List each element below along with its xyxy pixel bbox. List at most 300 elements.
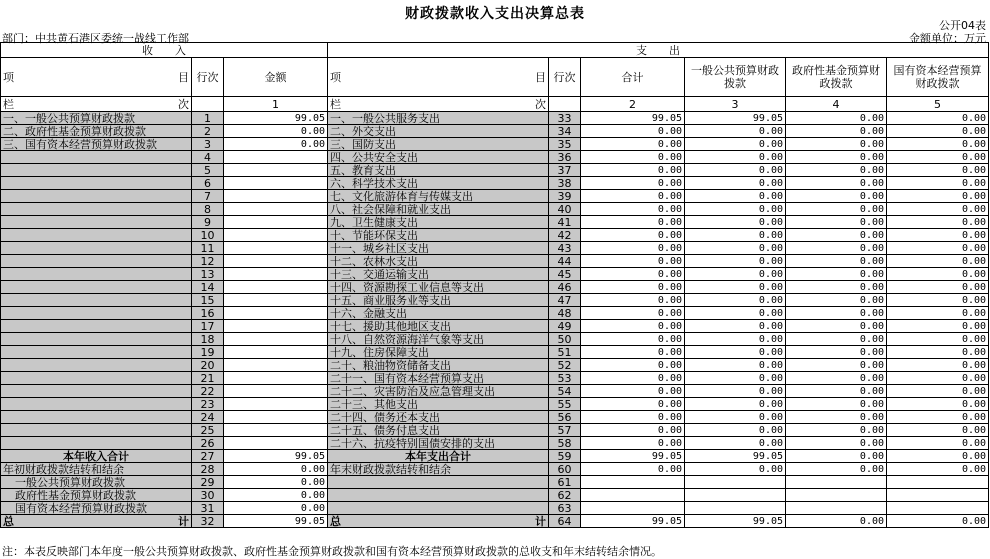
amount-header: 金额 — [224, 58, 328, 97]
income-item — [1, 320, 192, 333]
income-amount — [224, 229, 328, 242]
expense-row-number: 57 — [549, 424, 581, 437]
expense-gov-fund — [786, 502, 887, 515]
expense-general-budget: 0.00 — [685, 346, 786, 359]
income-row-number: 27 — [192, 450, 224, 463]
expense-state-capital — [887, 489, 989, 502]
expense-total: 0.00 — [581, 268, 685, 281]
expense-gov-fund: 0.00 — [786, 320, 887, 333]
expense-state-capital: 0.00 — [887, 125, 989, 138]
income-item — [1, 216, 192, 229]
income-row-number: 16 — [192, 307, 224, 320]
table-row — [1, 463, 989, 476]
income-amount — [224, 437, 328, 450]
income-amount — [224, 346, 328, 359]
income-item — [1, 229, 192, 242]
income-row-number: 20 — [192, 359, 224, 372]
income-row-number: 23 — [192, 398, 224, 411]
expense-general-budget: 99.05 — [685, 450, 786, 463]
expense-state-capital: 0.00 — [887, 112, 989, 125]
table-row — [1, 164, 989, 177]
expense-total: 0.00 — [581, 424, 685, 437]
table-row — [1, 190, 989, 203]
income-item — [1, 359, 192, 372]
income-grand-total-amount: 99.05 — [224, 515, 328, 528]
table-row — [1, 268, 989, 281]
expense-gov-fund: 0.00 — [786, 138, 887, 151]
expense-item: 一、一般公共服务支出 — [328, 112, 549, 125]
expense-gov-fund: 0.00 — [786, 242, 887, 255]
expense-gov-fund: 0.00 — [786, 216, 887, 229]
income-row-number: 15 — [192, 294, 224, 307]
expense-state-capital: 0.00 — [887, 203, 989, 216]
table-row — [1, 346, 989, 359]
expense-gov-fund: 0.00 — [786, 294, 887, 307]
income-row-number: 2 — [192, 125, 224, 138]
expense-item: 二、外交支出 — [328, 125, 549, 138]
expense-general-budget: 0.00 — [685, 255, 786, 268]
expense-total: 0.00 — [581, 255, 685, 268]
expense-row-number: 39 — [549, 190, 581, 203]
income-row-number: 30 — [192, 489, 224, 502]
income-item — [1, 268, 192, 281]
table-row — [1, 125, 989, 138]
table-row — [1, 151, 989, 164]
income-row-number: 18 — [192, 333, 224, 346]
expense-item: 十五、商业服务业等支出 — [328, 294, 549, 307]
income-sub-label: 政府性基金预算财政拨款 — [1, 489, 192, 502]
income-amount: 99.05 — [224, 112, 328, 125]
expense-rowno-header: 行次 — [549, 58, 581, 97]
expense-gov-fund: 0.00 — [786, 203, 887, 216]
expense-item — [328, 502, 549, 515]
expense-item: 二十一、国有资本经营预算支出 — [328, 372, 549, 385]
expense-row-number: 33 — [549, 112, 581, 125]
expense-total: 0.00 — [581, 411, 685, 424]
expense-general-budget: 0.00 — [685, 294, 786, 307]
income-row-number: 4 — [192, 151, 224, 164]
expense-item: 十六、金融支出 — [328, 307, 549, 320]
income-row-number: 25 — [192, 424, 224, 437]
table-row — [1, 359, 989, 372]
expense-general-budget: 0.00 — [685, 164, 786, 177]
income-amount — [224, 424, 328, 437]
col-index: 5 — [887, 97, 989, 112]
expense-total: 99.05 — [581, 112, 685, 125]
table-row — [1, 385, 989, 398]
expense-row-number: 34 — [549, 125, 581, 138]
expense-state-capital: 0.00 — [887, 463, 989, 476]
income-amount — [224, 203, 328, 216]
table-row — [1, 411, 989, 424]
expense-gov-fund: 0.00 — [786, 372, 887, 385]
expense-state-capital: 0.00 — [887, 255, 989, 268]
income-amount — [224, 268, 328, 281]
expense-total: 0.00 — [581, 164, 685, 177]
income-total-amount: 99.05 — [224, 450, 328, 463]
expense-general-budget: 0.00 — [685, 411, 786, 424]
table-row — [1, 320, 989, 333]
income-row-number: 22 — [192, 385, 224, 398]
income-item — [1, 242, 192, 255]
lan-ci-label: 栏 次 — [328, 97, 549, 112]
income-row-number: 6 — [192, 177, 224, 190]
income-item — [1, 346, 192, 359]
expense-gov-fund: 0.00 — [786, 437, 887, 450]
expense-general-budget: 0.00 — [685, 177, 786, 190]
income-item — [1, 203, 192, 216]
income-grand-total-label: 总 计 — [1, 515, 192, 528]
expense-total: 99.05 — [581, 515, 685, 528]
expense-general-budget: 0.00 — [685, 151, 786, 164]
expense-gov-fund: 0.00 — [786, 112, 887, 125]
income-row-number: 32 — [192, 515, 224, 528]
expense-row-number: 62 — [549, 489, 581, 502]
expense-state-capital — [887, 476, 989, 489]
table-row — [1, 333, 989, 346]
income-amount — [224, 385, 328, 398]
expense-row-number: 58 — [549, 437, 581, 450]
expense-total: 0.00 — [581, 437, 685, 450]
income-item — [1, 372, 192, 385]
expense-item: 十四、资源勘探工业信息等支出 — [328, 281, 549, 294]
income-amount — [224, 151, 328, 164]
expense-total: 0.00 — [581, 372, 685, 385]
expense-gov-fund: 0.00 — [786, 268, 887, 281]
expense-state-capital: 0.00 — [887, 346, 989, 359]
expense-general-budget: 0.00 — [685, 229, 786, 242]
expense-item: 十、节能环保支出 — [328, 229, 549, 242]
income-rowno-header: 行次 — [192, 58, 224, 97]
table-row — [1, 437, 989, 450]
expense-general-budget — [685, 489, 786, 502]
expense-gov-fund: 0.00 — [786, 359, 887, 372]
expense-state-capital: 0.00 — [887, 307, 989, 320]
expense-item: 二十五、债务付息支出 — [328, 424, 549, 437]
expense-gov-fund: 0.00 — [786, 411, 887, 424]
income-item — [1, 333, 192, 346]
expense-gov-fund: 0.00 — [786, 229, 887, 242]
income-item — [1, 177, 192, 190]
expense-total: 0.00 — [581, 346, 685, 359]
income-item — [1, 255, 192, 268]
expense-general-budget: 0.00 — [685, 333, 786, 346]
expense-item — [328, 489, 549, 502]
col-index: 2 — [581, 97, 685, 112]
income-amount — [224, 359, 328, 372]
income-amount — [224, 333, 328, 346]
department-label: 部门：中共黄石港区委统一战线工作部 — [2, 32, 189, 45]
expense-row-number: 60 — [549, 463, 581, 476]
expense-state-capital: 0.00 — [887, 372, 989, 385]
expense-item — [328, 476, 549, 489]
expense-total: 99.05 — [581, 450, 685, 463]
expense-gov-fund: 0.00 — [786, 424, 887, 437]
expense-total: 0.00 — [581, 307, 685, 320]
expense-row-number: 52 — [549, 359, 581, 372]
expense-state-capital: 0.00 — [887, 268, 989, 281]
expense-item: 七、文化旅游体育与传媒支出 — [328, 190, 549, 203]
expense-gov-fund: 0.00 — [786, 398, 887, 411]
expense-general-budget: 0.00 — [685, 359, 786, 372]
expense-general-budget: 0.00 — [685, 216, 786, 229]
general-budget-header: 一般公共预算财政拨款 — [685, 58, 786, 97]
expense-item: 五、教育支出 — [328, 164, 549, 177]
form-number: 公开04表 — [939, 19, 986, 32]
expense-state-capital: 0.00 — [887, 385, 989, 398]
expense-item: 二十四、债务还本支出 — [328, 411, 549, 424]
expense-item: 十一、城乡社区支出 — [328, 242, 549, 255]
income-row-number: 7 — [192, 190, 224, 203]
col-index: 1 — [224, 97, 328, 112]
income-amount — [224, 294, 328, 307]
expense-state-capital: 0.00 — [887, 333, 989, 346]
income-row-number: 21 — [192, 372, 224, 385]
expense-gov-fund: 0.00 — [786, 151, 887, 164]
expense-general-budget: 0.00 — [685, 372, 786, 385]
income-amount — [224, 320, 328, 333]
expense-gov-fund: 0.00 — [786, 450, 887, 463]
col-index: 3 — [685, 97, 786, 112]
income-header: 收 入 — [1, 43, 328, 58]
expense-item: 十九、住房保障支出 — [328, 346, 549, 359]
income-item — [1, 281, 192, 294]
expense-general-budget: 0.00 — [685, 125, 786, 138]
expense-row-number: 61 — [549, 476, 581, 489]
table-row — [1, 372, 989, 385]
expense-gov-fund: 0.00 — [786, 333, 887, 346]
income-item — [1, 164, 192, 177]
expense-row-number: 40 — [549, 203, 581, 216]
table-row — [1, 138, 989, 151]
table-row — [1, 112, 989, 125]
income-item — [1, 424, 192, 437]
expense-state-capital: 0.00 — [887, 359, 989, 372]
income-row-number: 19 — [192, 346, 224, 359]
income-row-number: 1 — [192, 112, 224, 125]
table-row — [1, 307, 989, 320]
income-amount: 0.00 — [224, 138, 328, 151]
expense-total: 0.00 — [581, 125, 685, 138]
expense-gov-fund: 0.00 — [786, 164, 887, 177]
expense-total — [581, 489, 685, 502]
table-row — [1, 476, 989, 489]
expense-general-budget: 0.00 — [685, 463, 786, 476]
income-item: 三、国有资本经营预算财政拨款 — [1, 138, 192, 151]
income-sub-label: 一般公共预算财政拨款 — [1, 476, 192, 489]
expense-general-budget: 0.00 — [685, 242, 786, 255]
income-amount — [224, 190, 328, 203]
expense-row-number: 48 — [549, 307, 581, 320]
expense-row-number: 64 — [549, 515, 581, 528]
expense-state-capital: 0.00 — [887, 229, 989, 242]
expense-general-budget: 0.00 — [685, 281, 786, 294]
expense-row-number: 53 — [549, 372, 581, 385]
expense-state-capital: 0.00 — [887, 190, 989, 203]
footnote: 注：本表反映部门本年度一般公共预算财政拨款、政府性基金预算财政拨款和国有资本经营预算财政拨款的总收支和年末结转结余情况。 — [2, 545, 662, 558]
expense-general-budget: 0.00 — [685, 424, 786, 437]
expense-row-number: 56 — [549, 411, 581, 424]
expense-state-capital — [887, 502, 989, 515]
income-row-number: 29 — [192, 476, 224, 489]
expense-gov-fund: 0.00 — [786, 515, 887, 528]
income-sub-label: 国有资本经营预算财政拨款 — [1, 502, 192, 515]
expense-total: 0.00 — [581, 398, 685, 411]
expense-item-header: 项 目 — [328, 58, 549, 97]
expense-row-number: 55 — [549, 398, 581, 411]
expense-state-capital: 0.00 — [887, 177, 989, 190]
expense-gov-fund: 0.00 — [786, 281, 887, 294]
income-amount — [224, 372, 328, 385]
income-row-number: 9 — [192, 216, 224, 229]
expense-total: 0.00 — [581, 190, 685, 203]
expense-state-capital: 0.00 — [887, 437, 989, 450]
table-row — [1, 281, 989, 294]
expense-state-capital: 0.00 — [887, 411, 989, 424]
income-row-number: 31 — [192, 502, 224, 515]
expense-row-number: 36 — [549, 151, 581, 164]
expense-state-capital: 0.00 — [887, 216, 989, 229]
income-row-number: 8 — [192, 203, 224, 216]
income-item — [1, 151, 192, 164]
expense-general-budget: 99.05 — [685, 515, 786, 528]
expense-total — [581, 502, 685, 515]
expense-general-budget: 0.00 — [685, 138, 786, 151]
income-row-number: 5 — [192, 164, 224, 177]
expense-item: 九、卫生健康支出 — [328, 216, 549, 229]
expense-row-number: 59 — [549, 450, 581, 463]
income-row-number: 17 — [192, 320, 224, 333]
expense-total: 0.00 — [581, 359, 685, 372]
expense-item: 十三、交通运输支出 — [328, 268, 549, 281]
expense-row-number: 46 — [549, 281, 581, 294]
expense-general-budget — [685, 476, 786, 489]
expense-general-budget: 0.00 — [685, 437, 786, 450]
col-index: 4 — [786, 97, 887, 112]
expense-gov-fund — [786, 476, 887, 489]
table-row — [1, 515, 989, 528]
expense-item: 十二、农林水支出 — [328, 255, 549, 268]
income-amount — [224, 216, 328, 229]
expense-row-number: 37 — [549, 164, 581, 177]
table-row — [1, 424, 989, 437]
income-item — [1, 307, 192, 320]
expense-total — [581, 476, 685, 489]
expense-total: 0.00 — [581, 294, 685, 307]
income-amount — [224, 242, 328, 255]
expense-row-number: 45 — [549, 268, 581, 281]
expense-row-number: 63 — [549, 502, 581, 515]
income-row-number: 24 — [192, 411, 224, 424]
expense-item: 十八、自然资源海洋气象等支出 — [328, 333, 549, 346]
income-item — [1, 385, 192, 398]
expense-state-capital: 0.00 — [887, 242, 989, 255]
expense-row-number: 41 — [549, 216, 581, 229]
expense-general-budget: 0.00 — [685, 398, 786, 411]
expense-state-capital: 0.00 — [887, 164, 989, 177]
income-item-header: 项 目 — [1, 58, 192, 97]
expense-state-capital: 0.00 — [887, 450, 989, 463]
expense-item: 四、公共安全支出 — [328, 151, 549, 164]
expense-total: 0.00 — [581, 281, 685, 294]
income-amount — [224, 177, 328, 190]
table-row — [1, 489, 989, 502]
expense-general-budget: 0.00 — [685, 307, 786, 320]
income-amount — [224, 307, 328, 320]
expense-gov-fund: 0.00 — [786, 463, 887, 476]
expense-total: 0.00 — [581, 216, 685, 229]
expense-row-number: 44 — [549, 255, 581, 268]
income-amount — [224, 281, 328, 294]
expense-item: 二十、粮油物资储备支出 — [328, 359, 549, 372]
income-total-label: 本年收入合计 — [1, 450, 192, 463]
income-sub-amount: 0.00 — [224, 476, 328, 489]
expense-total: 0.00 — [581, 151, 685, 164]
expense-general-budget: 0.00 — [685, 268, 786, 281]
expense-total: 0.00 — [581, 229, 685, 242]
table-row — [1, 177, 989, 190]
expense-row-number: 54 — [549, 385, 581, 398]
income-amount — [224, 164, 328, 177]
income-amount — [224, 411, 328, 424]
income-carryover-amount: 0.00 — [224, 463, 328, 476]
expense-general-budget: 99.05 — [685, 112, 786, 125]
income-item — [1, 294, 192, 307]
income-row-number: 10 — [192, 229, 224, 242]
expense-total: 0.00 — [581, 385, 685, 398]
expense-general-budget: 0.00 — [685, 385, 786, 398]
income-amount: 0.00 — [224, 125, 328, 138]
expense-row-number: 43 — [549, 242, 581, 255]
expense-general-budget: 0.00 — [685, 203, 786, 216]
expense-gov-fund: 0.00 — [786, 307, 887, 320]
income-row-number: 26 — [192, 437, 224, 450]
expense-state-capital: 0.00 — [887, 294, 989, 307]
table-row — [1, 502, 989, 515]
expense-gov-fund: 0.00 — [786, 385, 887, 398]
income-amount — [224, 398, 328, 411]
expense-item: 二十三、其他支出 — [328, 398, 549, 411]
table-row — [1, 294, 989, 307]
expense-item: 八、社会保障和就业支出 — [328, 203, 549, 216]
expense-state-capital: 0.00 — [887, 138, 989, 151]
expense-grand-total-label: 总 计 — [328, 515, 549, 528]
lan-ci-label: 栏 次 — [1, 97, 192, 112]
expense-total-label: 本年支出合计 — [328, 450, 549, 463]
expense-total: 0.00 — [581, 463, 685, 476]
total-header: 合计 — [581, 58, 685, 97]
income-item: 二、政府性基金预算财政拨款 — [1, 125, 192, 138]
expense-item: 二十六、抗疫特别国债安排的支出 — [328, 437, 549, 450]
state-capital-header: 国有资本经营预算财政拨款 — [887, 58, 989, 97]
expense-item: 二十二、灾害防治及应急管理支出 — [328, 385, 549, 398]
income-row-number: 14 — [192, 281, 224, 294]
expense-state-capital: 0.00 — [887, 515, 989, 528]
income-row-number: 3 — [192, 138, 224, 151]
unit-label: 金额单位：万元 — [909, 32, 986, 45]
expense-state-capital: 0.00 — [887, 151, 989, 164]
expense-general-budget: 0.00 — [685, 190, 786, 203]
finance-table — [0, 42, 989, 528]
table-row — [1, 450, 989, 463]
income-item: 一、一般公共预算财政拨款 — [1, 112, 192, 125]
income-row-number: 12 — [192, 255, 224, 268]
expense-total: 0.00 — [581, 242, 685, 255]
table-row — [1, 398, 989, 411]
expense-item: 三、国防支出 — [328, 138, 549, 151]
income-item — [1, 190, 192, 203]
expense-total: 0.00 — [581, 320, 685, 333]
